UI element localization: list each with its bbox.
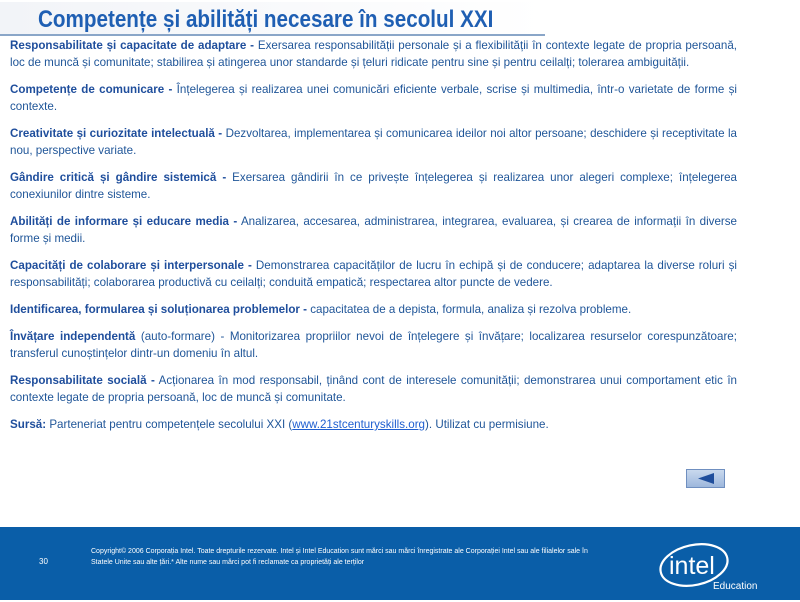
item-term: Abilități de informare și educare media -: [10, 215, 238, 228]
list-item: [10, 169, 737, 203]
source-text-after: ). Utilizat cu permisiune.: [425, 418, 549, 431]
title-bar: [0, 2, 545, 36]
list-item: [10, 328, 737, 362]
item-description: Acționarea în mod responsabil, ținând cont de interesele comunității; demonstrarea unui comportament etic în contexte legate de propria persoană, loc de muncă și comunitate.: [10, 374, 737, 404]
item-term: Învățare independentă: [10, 330, 136, 343]
item-description: Înțelegerea și realizarea unei comunicări eficiente verbale, scrise și multimedia, într-o varietate de forme și contexte.: [10, 83, 737, 113]
list-item: [10, 301, 737, 318]
content-area: [10, 37, 737, 443]
copyright-text: Copyright© 2006 Corporația Intel. Toate drepturile rezervate. Intel și Intel Education sunt mărci sau mărci înregistrate ale Corporației Intel sau ale filialelor sale în Statele Unite sau alte țări.* Alte nume sau mărci pot fi reclamate ca proprietăți ale terților: [91, 548, 588, 566]
footer: [0, 527, 800, 600]
item-term: Capacități de colaborare și interpersonale -: [10, 259, 252, 272]
page-title: Competențe și abilități necesare în secolul XXI: [38, 6, 494, 33]
item-description: Exersarea gândirii în ce privește înțelegerea și realizarea unor alegeri complexe; înțelegerea conexiunilor dintre sisteme.: [10, 171, 737, 201]
source-label: Sursă:: [10, 418, 47, 431]
list-item: [10, 37, 737, 71]
item-description: Demonstrarea capacităților de lucru în echipă și de conducere; adaptarea la diverse roluri și responsabilități; colaborarea productivă cu ceilalți; conduită empatică; respectarea altor puncte de vedere.: [10, 259, 737, 289]
item-description: capacitatea de a depista, formula, analiza și rezolva probleme.: [307, 303, 632, 316]
item-term: Responsabilitate socială -: [10, 374, 155, 387]
item-term: Creativitate și curiozitate intelectuală -: [10, 127, 223, 140]
source-line: [10, 416, 737, 433]
list-item: [10, 213, 737, 247]
item-description: Exersarea responsabilității personale și a flexibilității în contexte legate de propria persoană, loc de muncă și comunitate; stabilirea și atingerea unor standarde și țeluri ridicate pentru sine și pentru ceilalți; tolerarea ambiguității.: [10, 39, 737, 69]
list-item: [10, 81, 737, 115]
left-triangle-icon: [698, 473, 714, 484]
item-description: (auto-formare) - Monitorizarea propriilor nevoi de înțelegere și învățare; localizarea resurselor corespunzătoare; transferul cunoștințelor dintr-un domeniu în altul.: [10, 330, 737, 360]
source-text: Parteneriat pentru competențele secolului XXI (: [46, 418, 293, 431]
intel-logo-text: intel: [669, 552, 715, 580]
intel-logo-icon: [656, 541, 776, 597]
item-term: Identificarea, formularea și soluționarea problemelor -: [10, 303, 308, 316]
item-term: Responsabilitate și capacitate de adaptare -: [10, 39, 255, 52]
list-item: [10, 257, 737, 291]
item-description: Analizarea, accesarea, administrarea, integrarea, evaluarea, și crearea de informații în diverse forme și medii.: [10, 215, 738, 245]
list-item: [10, 125, 737, 159]
item-term: Gândire critică și gândire sistemică -: [10, 171, 227, 184]
page-number: 30: [39, 557, 48, 566]
list-item: [10, 372, 737, 406]
item-term: Competențe de comunicare -: [10, 83, 173, 96]
source-link[interactable]: www.21stcenturyskills.org: [292, 418, 426, 431]
logo-subtext: Education: [713, 581, 758, 592]
item-description: Dezvoltarea, implementarea și comunicarea ideilor noi altor persoane; deschidere și receptivitate la nou, perspective variate.: [10, 127, 737, 157]
back-button[interactable]: [686, 469, 725, 488]
